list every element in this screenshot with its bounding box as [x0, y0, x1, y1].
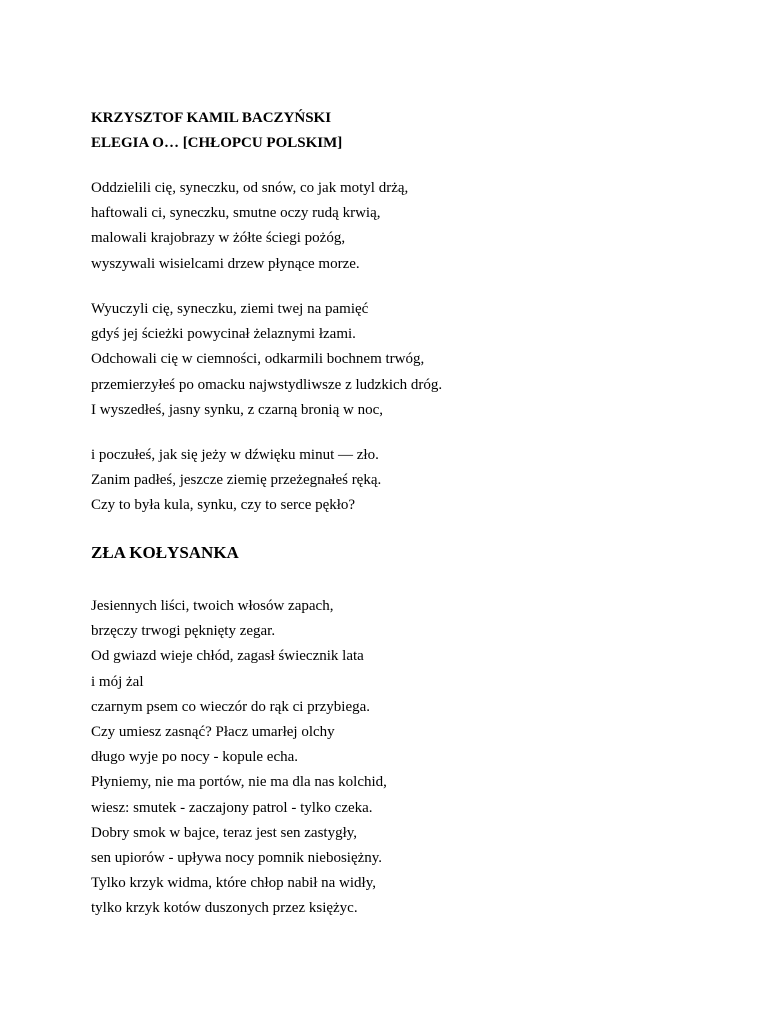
- verse-line: malowali krajobrazy w żółte ściegi pożóg,: [91, 230, 346, 247]
- verse-line: Od gwiazd wieje chłód, zagasł świecznik lata: [91, 648, 364, 665]
- verse-line: tylko krzyk kotów duszonych przez księżyc.: [91, 900, 358, 917]
- verse-line: i mój żal: [91, 673, 144, 690]
- elegy-stanza-2: [91, 297, 442, 423]
- verse-line: sen upiorów - upływa nocy pomnik niebosiężny.: [91, 850, 383, 867]
- verse-line: czarnym psem co wieczór do rąk ci przybiega.: [91, 698, 371, 715]
- verse-line: Zanim padłeś, jeszcze ziemię przeżegnałeś ręką.: [91, 472, 382, 489]
- verse-line: wyszywali wisielcami drzew płynące morze.: [91, 255, 360, 272]
- elegy-stanza-3: [91, 443, 381, 519]
- verse-line: Czy umiesz zasnąć? Płacz umarłej olchy: [91, 724, 335, 741]
- lullaby-stanza: [91, 594, 387, 922]
- verse-line: Płyniemy, nie ma portów, nie ma dla nas kolchid,: [91, 774, 387, 791]
- verse-line: Czy to była kula, synku, czy to serce pękło?: [91, 497, 356, 514]
- document-header: [91, 106, 342, 156]
- verse-line: Jesiennych liści, twoich włosów zapach,: [91, 598, 334, 614]
- poem-title-lullaby: ZŁA KOŁYSANKA: [91, 543, 239, 562]
- verse-line: wiesz: smutek - zaczajony patrol - tylko czeka.: [91, 799, 373, 816]
- verse-line: długo wyje po nocy - kopule echa.: [91, 749, 299, 766]
- verse-line: i poczułeś, jak się jeży w dźwięku minut — zło.: [91, 447, 379, 463]
- verse-line: Odchowali cię w ciemności, odkarmili bochnem trwóg,: [91, 351, 425, 368]
- verse-line: brzęczy trwogi pęknięty zegar.: [91, 623, 276, 640]
- verse-line: haftowali ci, syneczku, smutne oczy rudą krwią,: [91, 205, 381, 222]
- verse-line: przemierzyłeś po omacku najwstydliwsze z ludzkich dróg.: [91, 376, 443, 393]
- verse-line: Wyuczyli cię, syneczku, ziemi twej na pamięć: [91, 301, 369, 317]
- author-name: KRZYSZTOF KAMIL BACZYŃSKI: [91, 110, 332, 126]
- verse-line: I wyszedłeś, jasny synku, z czarną bronią w noc,: [91, 401, 383, 418]
- verse-line: Tylko krzyk widma, które chłop nabił na widły,: [91, 875, 376, 892]
- verse-line: gdyś jej ścieżki powycinał żelaznymi łzami.: [91, 326, 356, 343]
- poem-title-elegy: ELEGIA O… [CHŁOPCU POLSKIM]: [91, 135, 343, 151]
- verse-line: Oddzielili cię, syneczku, od snów, co jak motyl drżą,: [91, 180, 409, 196]
- elegy-stanza-1: [91, 176, 408, 277]
- verse-line: Dobry smok w bajce, teraz jest sen zastygły,: [91, 824, 358, 841]
